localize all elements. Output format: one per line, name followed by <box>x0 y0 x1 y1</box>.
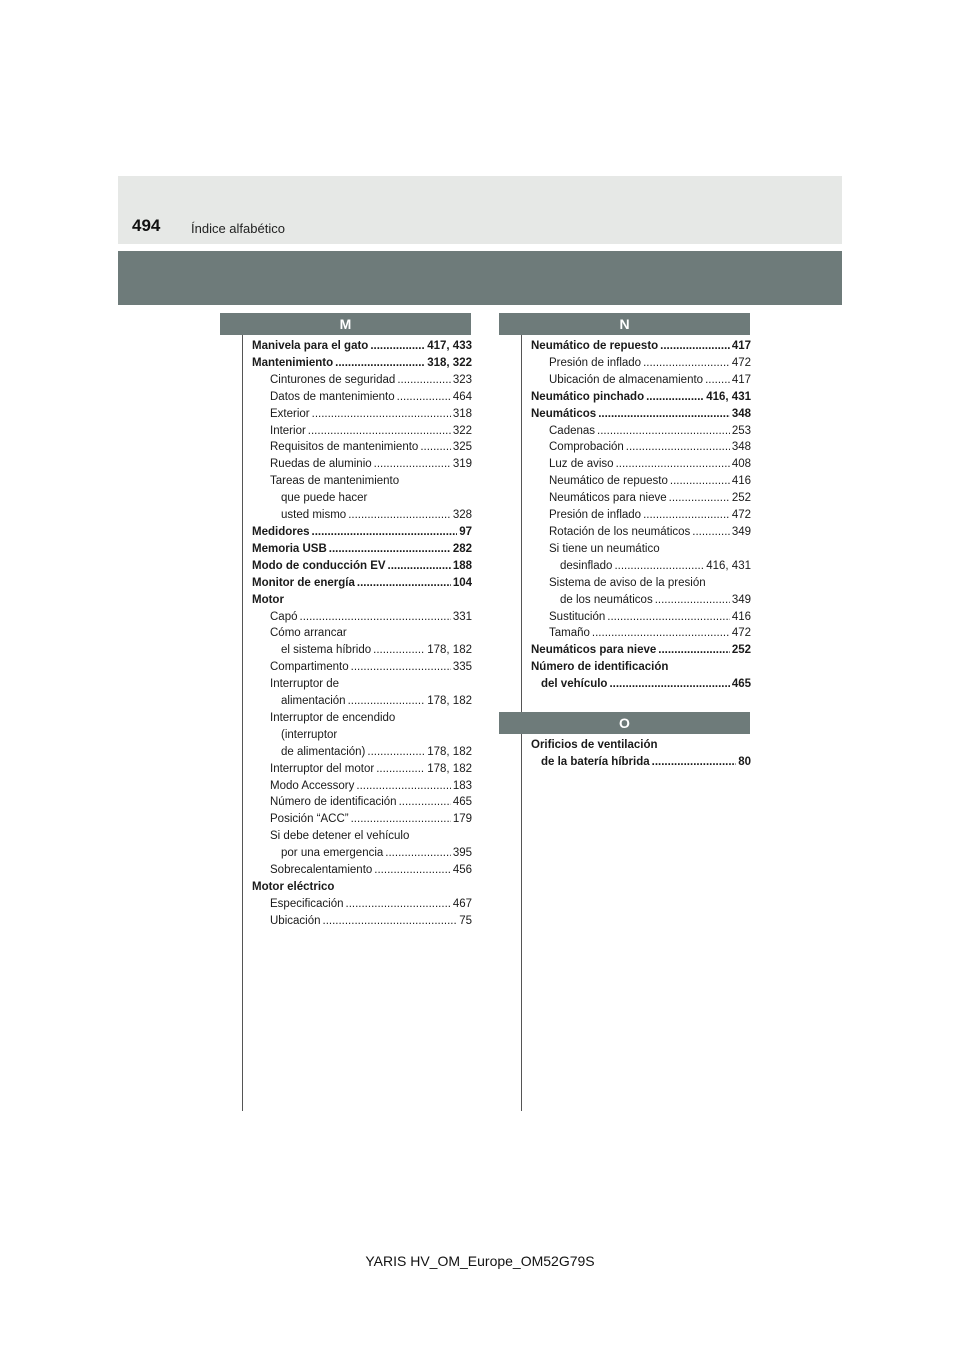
dot-leader <box>607 609 730 626</box>
index-entry-label: Sistema de aviso de la presión <box>549 576 706 589</box>
index-entry-label: Interruptor del motor <box>270 762 375 775</box>
index-entry-label: Neumático pinchado <box>531 390 645 403</box>
dot-leader <box>373 642 425 659</box>
index-entry-pages[interactable]: 322 <box>452 424 472 437</box>
index-entry-pages[interactable]: 188 <box>452 559 472 572</box>
dot-leader <box>705 372 730 389</box>
index-entry <box>252 372 472 389</box>
dot-leader <box>669 490 730 507</box>
index-entry-pages[interactable]: 395 <box>452 847 472 860</box>
index-entry <box>252 811 472 828</box>
page-number: 494 <box>132 216 161 235</box>
index-entry <box>531 754 751 771</box>
index-entry-pages[interactable]: 183 <box>452 779 472 792</box>
index-entry <box>531 507 751 524</box>
index-entry-label: Modo Accessory <box>270 779 355 792</box>
index-entry-pages[interactable]: 97 <box>459 525 472 538</box>
index-entry-pages[interactable]: 348 <box>731 407 751 420</box>
index-column-n <box>531 338 751 693</box>
dot-leader <box>626 439 730 456</box>
index-entry-label: Comprobación <box>549 441 624 454</box>
dot-leader <box>348 507 451 524</box>
index-entry-label: Exterior <box>270 407 310 420</box>
index-entry-pages[interactable]: 318 <box>452 407 472 420</box>
index-entry-pages[interactable]: 408 <box>731 458 751 471</box>
index-entry-label: Cadenas <box>549 424 596 437</box>
index-entry-pages[interactable]: 348 <box>731 441 751 454</box>
index-entry <box>531 558 751 575</box>
index-entry-label: Motor eléctrico <box>252 881 335 893</box>
index-entry-pages[interactable]: 80 <box>738 755 751 768</box>
index-entry-label: Ruedas de aluminio <box>270 458 372 471</box>
dot-leader <box>388 558 451 575</box>
index-entry <box>531 372 751 389</box>
dot-leader <box>351 659 451 676</box>
index-entry-pages[interactable]: 472 <box>731 356 751 369</box>
dot-leader <box>385 845 451 862</box>
index-entry-pages[interactable]: 325 <box>452 441 472 454</box>
index-entry-label: Interruptor de encendido <box>270 711 396 724</box>
index-entry <box>531 490 751 507</box>
dot-leader <box>598 406 730 423</box>
index-entry <box>252 761 472 778</box>
dot-leader <box>592 625 730 642</box>
index-entry <box>252 625 472 642</box>
dot-leader <box>397 372 451 389</box>
index-entry <box>252 389 472 406</box>
index-entry <box>252 862 472 879</box>
index-entry-label: Presión de inflado <box>549 509 642 522</box>
index-entry <box>531 406 751 423</box>
index-entry-label: Modo de conducción EV <box>252 559 386 572</box>
index-entry <box>531 473 751 490</box>
index-column-o <box>531 737 751 771</box>
dot-leader <box>609 676 729 693</box>
index-entry-pages[interactable]: 318, 322 <box>427 356 472 369</box>
index-entry-pages[interactable]: 465 <box>731 678 751 691</box>
dot-leader <box>351 811 451 828</box>
index-entry-label: Número de identificación <box>270 796 397 809</box>
index-entry <box>531 737 751 754</box>
index-entry-label: de la batería híbrida <box>541 755 650 768</box>
dot-leader <box>658 642 730 659</box>
index-entry-label: usted mismo <box>281 509 347 522</box>
index-entry-label: el sistema híbrido <box>281 644 372 657</box>
index-entry <box>252 879 472 896</box>
index-entry-label: por una emergencia <box>281 847 384 860</box>
dot-leader <box>616 456 730 473</box>
index-entry-pages[interactable]: 75 <box>459 914 472 927</box>
index-entry-label: Si debe detener el vehículo <box>270 830 410 843</box>
index-entry-label: Medidores <box>252 525 310 538</box>
index-entry <box>252 778 472 795</box>
index-entry-label: Posición “ACC” <box>270 813 349 826</box>
index-entry-pages[interactable]: 417 <box>731 373 751 386</box>
index-entry-label: Si tiene un neumático <box>549 542 660 555</box>
index-entry <box>531 524 751 541</box>
index-entry <box>252 727 472 744</box>
index-entry <box>252 406 472 423</box>
letter-heading-o: O <box>499 712 750 734</box>
index-entry <box>531 625 751 642</box>
index-entry-label: Tamaño <box>549 627 590 640</box>
dot-leader <box>356 778 450 795</box>
index-entry-label: Datos de mantenimiento <box>270 390 395 403</box>
index-entry <box>252 473 472 490</box>
index-entry <box>252 490 472 507</box>
index-entry <box>531 676 751 693</box>
index-entry-label: Presión de inflado <box>549 356 642 369</box>
index-entry-label: Luz de aviso <box>549 458 614 471</box>
index-entry-label: Sobrecalentamiento <box>270 864 373 877</box>
index-entry <box>252 592 472 609</box>
column-divider-left <box>242 335 243 1111</box>
index-entry <box>252 642 472 659</box>
index-entry-label: Memoria USB <box>252 542 327 555</box>
index-entry-pages[interactable]: 416 <box>731 475 751 488</box>
dot-leader <box>643 355 730 372</box>
index-entry-pages[interactable]: 416 <box>731 610 751 623</box>
index-entry-pages[interactable]: 104 <box>452 576 472 589</box>
index-entry <box>531 389 751 406</box>
index-entry-pages[interactable]: 178, 182 <box>427 644 472 657</box>
dot-leader <box>646 389 704 406</box>
index-entry <box>252 541 472 558</box>
index-entry-label: (interruptor <box>281 728 338 741</box>
dot-leader <box>367 744 425 761</box>
index-entry-label: Tareas de mantenimiento <box>270 475 400 488</box>
dot-leader <box>397 389 451 406</box>
index-entry-label: de alimentación) <box>281 745 366 758</box>
index-entry-pages[interactable]: 252 <box>731 492 751 505</box>
index-entry <box>531 642 751 659</box>
dot-leader <box>312 406 451 423</box>
index-entry-pages[interactable]: 472 <box>731 509 751 522</box>
index-entry <box>252 338 472 355</box>
index-entry <box>252 423 472 440</box>
index-entry-label: Rotación de los neumáticos <box>549 525 691 538</box>
index-entry-label: Neumáticos para nieve <box>549 492 667 505</box>
index-entry-label: Interior <box>270 424 306 437</box>
index-entry <box>252 355 472 372</box>
index-entry-pages[interactable]: 178, 182 <box>427 762 472 775</box>
index-entry <box>252 456 472 473</box>
index-entry <box>531 355 751 372</box>
index-entry <box>252 828 472 845</box>
index-entry-label: Capó <box>270 610 298 623</box>
index-entry-label: Requisitos de mantenimiento <box>270 441 419 454</box>
index-entry <box>252 896 472 913</box>
index-entry <box>252 913 472 930</box>
letter-heading-n: N <box>499 313 750 335</box>
index-entry-label: Ubicación <box>270 914 321 927</box>
index-entry-label: Motor <box>252 593 284 606</box>
index-entry-label: alimentación <box>281 695 346 708</box>
index-entry <box>252 676 472 693</box>
index-entry-pages[interactable]: 349 <box>731 593 751 606</box>
index-entry-pages[interactable]: 464 <box>452 390 472 403</box>
index-entry-pages[interactable]: 416, 431 <box>706 559 751 572</box>
dot-leader <box>660 338 730 355</box>
index-entry-label: Ubicación de almacenamiento <box>549 373 704 386</box>
index-entry <box>252 524 472 541</box>
index-column-m <box>252 338 472 930</box>
index-entry <box>531 423 751 440</box>
index-entry-label: de los neumáticos <box>560 593 653 606</box>
index-entry <box>252 693 472 710</box>
index-entry-label: que puede hacer <box>281 492 368 505</box>
index-entry-pages[interactable]: 331 <box>452 610 472 623</box>
index-entry-pages[interactable]: 417, 433 <box>427 340 472 352</box>
index-entry-pages[interactable]: 472 <box>731 627 751 640</box>
index-entry-pages[interactable]: 467 <box>452 897 472 910</box>
index-entry <box>531 541 751 558</box>
index-entry-pages[interactable]: 178, 182 <box>427 695 472 708</box>
dot-leader <box>329 541 451 558</box>
index-entry <box>252 845 472 862</box>
index-entry-label: Cómo arrancar <box>270 627 347 640</box>
index-entry-pages[interactable]: 282 <box>452 542 472 555</box>
index-entry-label: Monitor de energía <box>252 576 355 589</box>
index-entry-pages[interactable]: 328 <box>452 509 472 522</box>
dot-leader <box>376 761 425 778</box>
dot-leader <box>670 473 730 490</box>
dot-leader <box>312 524 458 541</box>
index-entry-pages[interactable]: 417 <box>731 340 751 352</box>
dot-leader <box>323 913 458 930</box>
index-entry-pages[interactable]: 465 <box>452 796 472 809</box>
dot-leader <box>420 439 451 456</box>
index-entry-label: Neumáticos <box>531 407 597 420</box>
index-entry <box>252 507 472 524</box>
index-entry <box>531 592 751 609</box>
dot-leader <box>335 355 425 372</box>
dot-leader <box>348 693 426 710</box>
index-entry-label: Neumático de repuesto <box>549 475 668 488</box>
index-entry-pages[interactable]: 252 <box>731 644 751 657</box>
dot-leader <box>370 338 425 355</box>
index-entry-label: Mantenimiento <box>252 356 334 369</box>
index-entry-label: Interruptor de <box>270 678 340 691</box>
index-entry-label: Compartimento <box>270 661 349 674</box>
index-entry <box>531 609 751 626</box>
index-entry <box>531 659 751 676</box>
dot-leader <box>597 423 730 440</box>
index-entry-label: Sustitución <box>549 610 606 623</box>
letter-heading-m: M <box>220 313 471 335</box>
dot-leader <box>346 896 451 913</box>
index-entry-pages[interactable]: 456 <box>452 864 472 877</box>
dot-leader <box>300 609 451 626</box>
index-entry-pages[interactable]: 319 <box>452 458 472 471</box>
index-entry-label: Neumáticos para nieve <box>531 644 657 657</box>
index-entry <box>531 439 751 456</box>
dot-leader <box>374 456 451 473</box>
footer-document-id: YARIS HV_OM_Europe_OM52G79S <box>365 1253 595 1269</box>
dot-leader <box>643 507 730 524</box>
index-entry-label: Especificación <box>270 897 344 910</box>
index-entry <box>252 575 472 592</box>
index-entry <box>531 338 751 355</box>
index-entry <box>531 575 751 592</box>
dot-leader <box>374 862 451 879</box>
dot-leader <box>308 423 451 440</box>
index-entry-pages[interactable]: 349 <box>731 525 751 538</box>
index-entry-pages[interactable]: 179 <box>452 813 472 826</box>
index-entry <box>252 710 472 727</box>
index-entry-pages[interactable]: 323 <box>452 373 472 386</box>
dot-leader <box>655 592 730 609</box>
header-dark-band <box>118 251 842 305</box>
index-entry <box>252 609 472 626</box>
dot-leader <box>399 794 451 811</box>
index-entry <box>252 558 472 575</box>
index-entry <box>252 659 472 676</box>
dot-leader <box>692 524 730 541</box>
index-entry-label: del vehículo <box>541 678 608 691</box>
index-entry-label: Manivela para el gato <box>252 340 369 352</box>
index-entry-pages[interactable]: 253 <box>731 424 751 437</box>
section-title: Índice alfabético <box>191 221 285 236</box>
index-entry-label: Cinturones de seguridad <box>270 373 396 386</box>
index-entry-label: Número de identificación <box>531 661 669 674</box>
index-entry-pages[interactable]: 416, 431 <box>706 390 751 403</box>
dot-leader <box>357 575 451 592</box>
index-entry <box>531 456 751 473</box>
index-entry <box>252 794 472 811</box>
index-entry-label: desinflado <box>560 559 613 572</box>
index-entry-label: Neumático de repuesto <box>531 340 659 352</box>
dot-leader <box>614 558 704 575</box>
dot-leader <box>652 754 737 771</box>
index-entry-label: Orificios de ventilación <box>531 739 658 751</box>
index-entry <box>252 439 472 456</box>
index-entry-pages[interactable]: 335 <box>452 661 472 674</box>
index-entry <box>252 744 472 761</box>
index-entry-pages[interactable]: 178, 182 <box>427 745 472 758</box>
